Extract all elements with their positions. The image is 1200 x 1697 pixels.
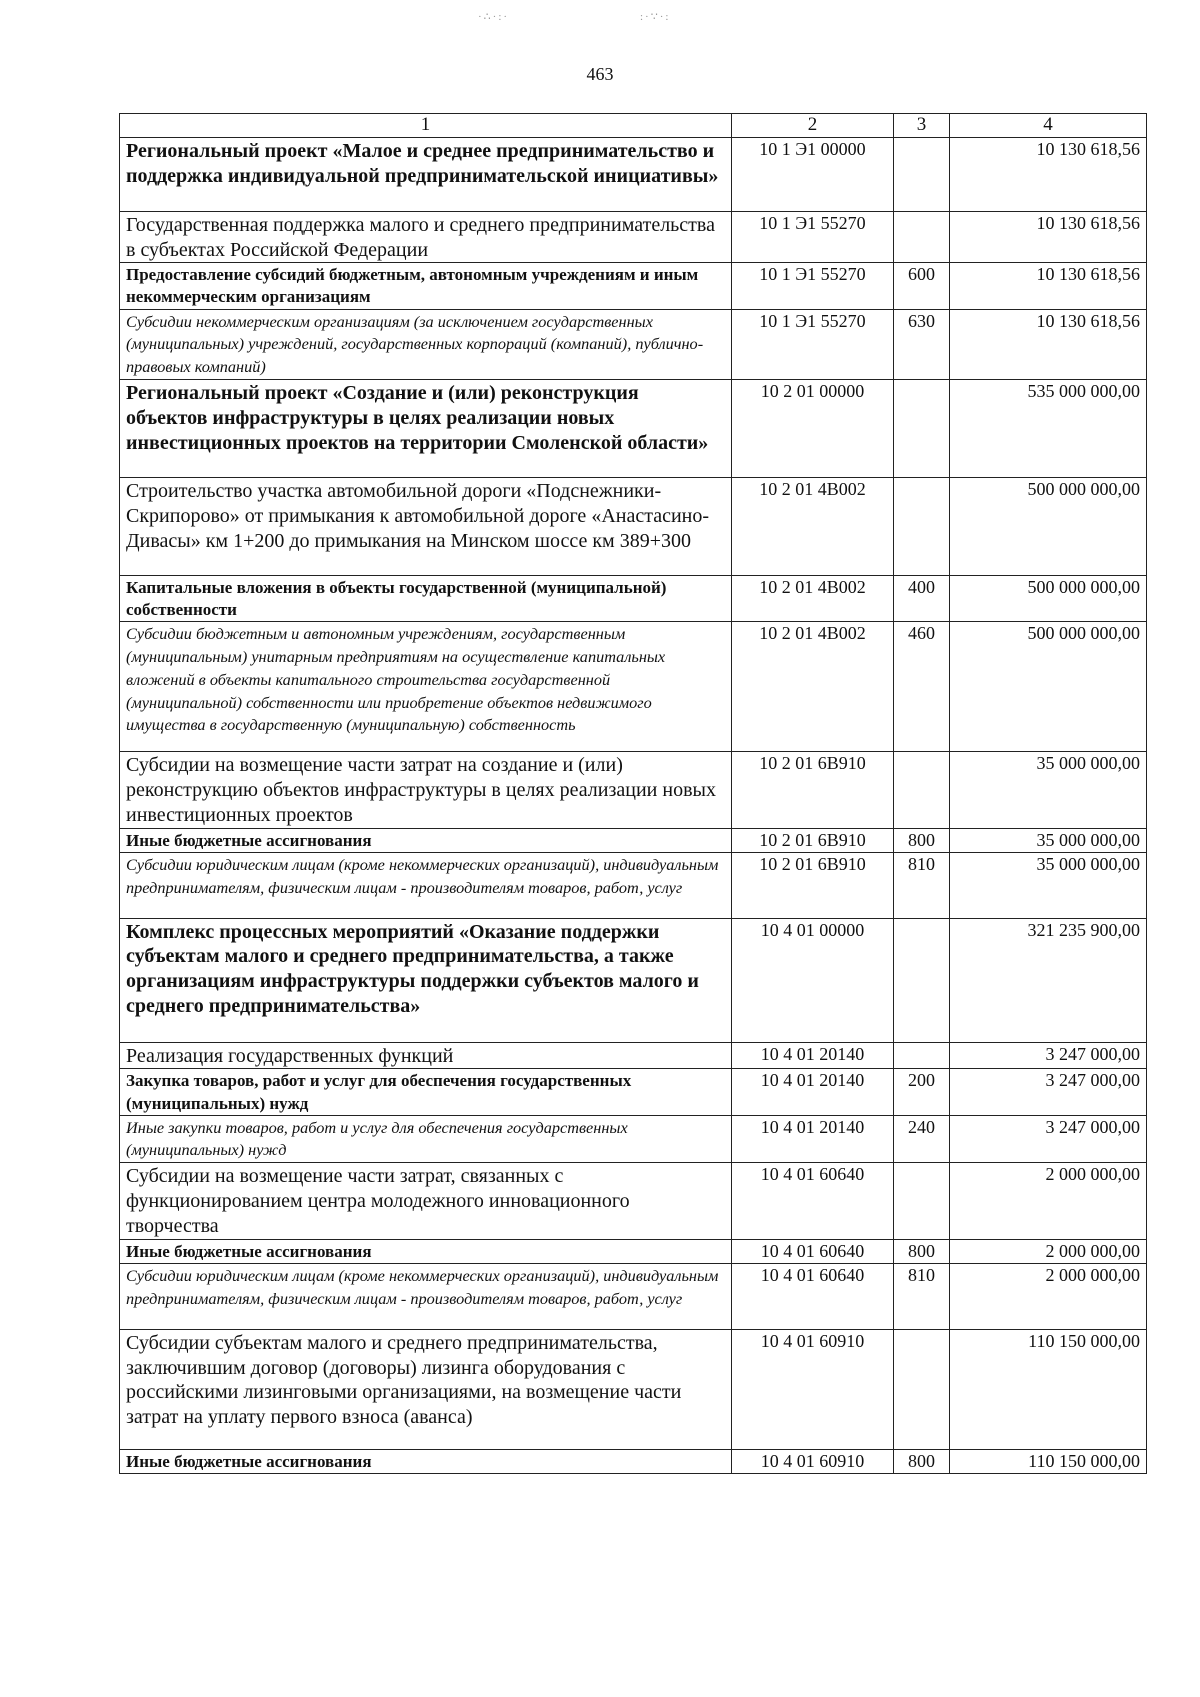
table-row: [120, 752, 1147, 828]
row-sum: 2 000 000,00: [950, 1263, 1147, 1329]
scan-noise-mark: ·∴·:·: [478, 11, 510, 23]
budget-table: [119, 113, 1147, 1474]
row-sum: 35 000 000,00: [950, 752, 1147, 828]
table-row: [120, 309, 1147, 379]
row-sum: 110 150 000,00: [950, 1329, 1147, 1449]
row-kvr: 240: [894, 1115, 950, 1163]
scan-noise-mark: :·∵·:: [640, 11, 671, 23]
table-row: [120, 1115, 1147, 1163]
row-kvr: 630: [894, 309, 950, 379]
row-sum: 10 130 618,56: [950, 263, 1147, 309]
row-name: Региональный проект «Малое и среднее предпринимательство и поддержка индивидуальной предпринимательской инициативы»: [120, 137, 732, 211]
row-sum: 500 000 000,00: [950, 576, 1147, 622]
table-row: [120, 852, 1147, 918]
row-kvr: 600: [894, 263, 950, 309]
table-row: [120, 1449, 1147, 1473]
row-name: Капитальные вложения в объекты государственной (муниципальной) собственности: [120, 576, 732, 622]
row-sum: 3 247 000,00: [950, 1115, 1147, 1163]
table-row: [120, 918, 1147, 1042]
row-code: 10 2 01 4В002: [732, 622, 894, 752]
row-sum: 2 000 000,00: [950, 1163, 1147, 1239]
row-code: 10 4 01 20140: [732, 1069, 894, 1115]
row-code: 10 1 Э1 55270: [732, 211, 894, 263]
header-col-3: 3: [894, 114, 950, 138]
row-code: 10 2 01 6В910: [732, 752, 894, 828]
row-kvr: [894, 478, 950, 576]
table-row: [120, 380, 1147, 478]
row-name: Субсидии некоммерческим организациям (за исключением государственных (муниципальных) учреждений, государственных корпораций (компаний), публично-правовых компаний): [120, 309, 732, 379]
row-kvr: [894, 1329, 950, 1449]
table-row: [120, 1329, 1147, 1449]
row-name: Иные закупки товаров, работ и услуг для обеспечения государственных (муниципальных) нужд: [120, 1115, 732, 1163]
table-row: [120, 137, 1147, 211]
row-name: Иные бюджетные ассигнования: [120, 1449, 732, 1473]
row-kvr: [894, 380, 950, 478]
row-sum: 35 000 000,00: [950, 852, 1147, 918]
row-name: Закупка товаров, работ и услуг для обеспечения государственных (муниципальных) нужд: [120, 1069, 732, 1115]
row-code: 10 4 01 60640: [732, 1263, 894, 1329]
row-kvr: [894, 918, 950, 1042]
row-name: Региональный проект «Создание и (или) реконструкция объектов инфраструктуры в целях реализации новых инвестиционных проектов на территории Смоленской области»: [120, 380, 732, 478]
table-row: [120, 576, 1147, 622]
row-code: 10 1 Э1 55270: [732, 309, 894, 379]
row-code: 10 2 01 6В910: [732, 852, 894, 918]
row-code: 10 2 01 00000: [732, 380, 894, 478]
row-kvr: 200: [894, 1069, 950, 1115]
row-code: 10 4 01 20140: [732, 1115, 894, 1163]
row-name: Иные бюджетные ассигнования: [120, 1239, 732, 1263]
row-code: 10 1 Э1 55270: [732, 263, 894, 309]
header-col-1: 1: [120, 114, 732, 138]
row-sum: 10 130 618,56: [950, 137, 1147, 211]
row-code: 10 1 Э1 00000: [732, 137, 894, 211]
row-name: Строительство участка автомобильной дороги «Подснежники-Скрипорово» от примыкания к автомобильной дороге «Анастасино-Дивасы» км 1+200 до примыкания на Минском шоссе км 389+300: [120, 478, 732, 576]
row-name: Субсидии юридическим лицам (кроме некоммерческих организаций), индивидуальным предпринимателям, физическим лицам - производителям товаров, работ, услуг: [120, 852, 732, 918]
row-name: Субсидии юридическим лицам (кроме некоммерческих организаций), индивидуальным предпринимателям, физическим лицам - производителям товаров, работ, услуг: [120, 1263, 732, 1329]
row-name: Государственная поддержка малого и среднего предпринимательства в субъектах Российской Федерации: [120, 211, 732, 263]
table-row: [120, 211, 1147, 263]
table-row: [120, 478, 1147, 576]
row-name: Субсидии на возмещение части затрат на создание и (или) реконструкцию объектов инфраструктуры в целях реализации новых инвестиционных проектов: [120, 752, 732, 828]
row-code: 10 4 01 60640: [732, 1239, 894, 1263]
table-row: [120, 1239, 1147, 1263]
row-kvr: 810: [894, 852, 950, 918]
row-kvr: 800: [894, 1239, 950, 1263]
row-name: Субсидии субъектам малого и среднего предпринимательства, заключившим договор (договоры) лизинга оборудования с российскими лизинговыми организациями, на возмещение части затрат на уплату первого взноса (аванса): [120, 1329, 732, 1449]
row-kvr: [894, 211, 950, 263]
row-sum: 3 247 000,00: [950, 1042, 1147, 1069]
row-kvr: 810: [894, 1263, 950, 1329]
row-name: Иные бюджетные ассигнования: [120, 828, 732, 852]
header-col-4: 4: [950, 114, 1147, 138]
table-row: [120, 1069, 1147, 1115]
row-kvr: 800: [894, 828, 950, 852]
table-header-row: [120, 114, 1147, 138]
row-code: 10 4 01 20140: [732, 1042, 894, 1069]
row-kvr: 400: [894, 576, 950, 622]
page-number: 463: [586, 64, 614, 84]
row-name: Субсидии бюджетным и автономным учреждениям, государственным (муниципальным) унитарным предприятиям на осуществление капитальных вложений в объекты капитального строительства государственной (муниципальной) собственности или приобретение объектов недвижимого имущества в государственную (муниципальную) собственность: [120, 622, 732, 752]
row-code: 10 4 01 60910: [732, 1449, 894, 1473]
row-name: Предоставление субсидий бюджетным, автономным учреждениям и иным некоммерческим организациям: [120, 263, 732, 309]
header-col-2: 2: [732, 114, 894, 138]
row-sum: 35 000 000,00: [950, 828, 1147, 852]
row-sum: 535 000 000,00: [950, 380, 1147, 478]
row-kvr: [894, 137, 950, 211]
row-name: Реализация государственных функций: [120, 1042, 732, 1069]
table-row: [120, 622, 1147, 752]
row-name: Субсидии на возмещение части затрат, связанных с функционированием центра молодежного инновационного творчества: [120, 1163, 732, 1239]
row-kvr: [894, 1042, 950, 1069]
table-row: [120, 263, 1147, 309]
table-row: [120, 1042, 1147, 1069]
table-body: [120, 137, 1147, 1473]
row-kvr: 800: [894, 1449, 950, 1473]
row-sum: 500 000 000,00: [950, 622, 1147, 752]
row-code: 10 2 01 4В002: [732, 576, 894, 622]
row-sum: 321 235 900,00: [950, 918, 1147, 1042]
row-code: 10 4 01 60910: [732, 1329, 894, 1449]
row-name: Комплекс процессных мероприятий «Оказание поддержки субъектам малого и среднего предпринимательства, а также организациям инфраструктуры поддержки субъектов малого и среднего предпринимательства»: [120, 918, 732, 1042]
row-sum: 110 150 000,00: [950, 1449, 1147, 1473]
row-code: 10 4 01 60640: [732, 1163, 894, 1239]
row-sum: 10 130 618,56: [950, 309, 1147, 379]
row-kvr: [894, 1163, 950, 1239]
table-row: [120, 1263, 1147, 1329]
row-code: 10 2 01 6В910: [732, 828, 894, 852]
row-kvr: 460: [894, 622, 950, 752]
row-code: 10 2 01 4В002: [732, 478, 894, 576]
row-sum: 3 247 000,00: [950, 1069, 1147, 1115]
row-sum: 500 000 000,00: [950, 478, 1147, 576]
row-code: 10 4 01 00000: [732, 918, 894, 1042]
row-kvr: [894, 752, 950, 828]
table-row: [120, 828, 1147, 852]
row-sum: 10 130 618,56: [950, 211, 1147, 263]
row-sum: 2 000 000,00: [950, 1239, 1147, 1263]
table-row: [120, 1163, 1147, 1239]
